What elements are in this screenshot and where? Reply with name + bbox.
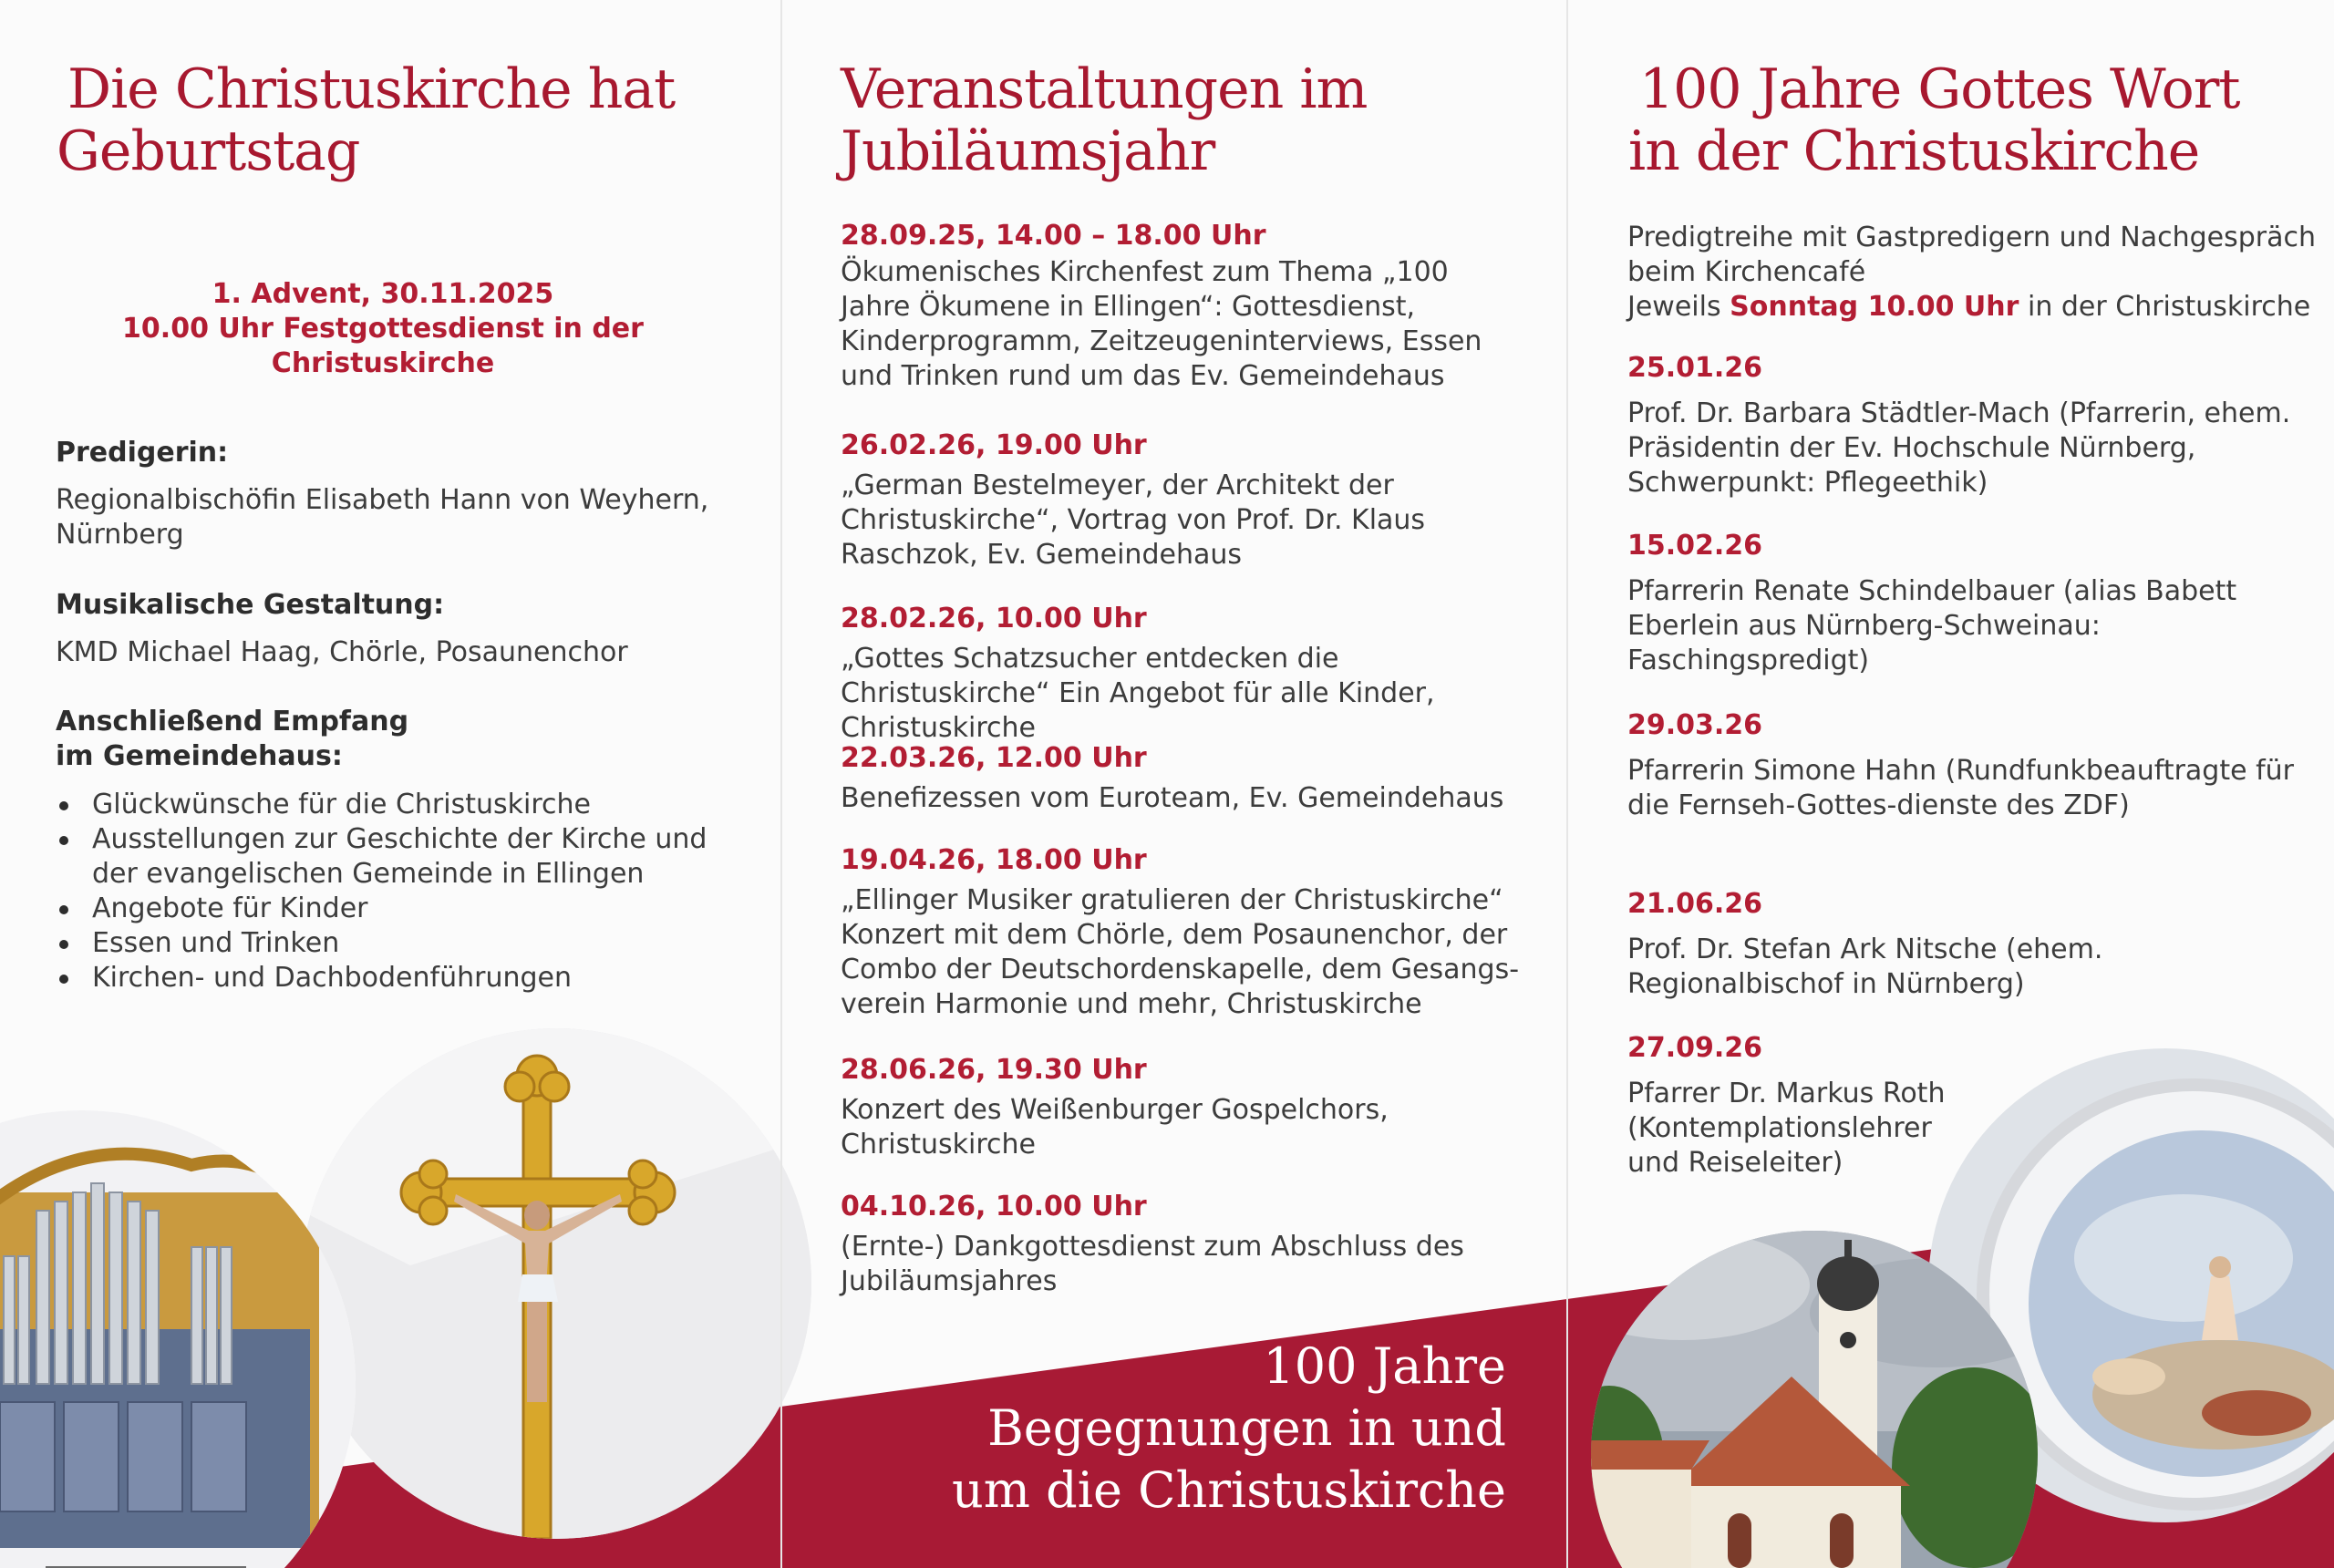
event-date: 28.02.26, 10.00 Uhr — [841, 603, 1147, 634]
intro-suffix: in der Christuskirche — [2028, 291, 2311, 323]
sermon-text: Prof. Dr. Barbara Städtler-Mach (Pfarrerin, ehem. Präsidentin der Ev. Hochschule Nürnberg, Schwerpunkt: Pflegeethik) — [1627, 397, 2291, 499]
sermon-item — [1627, 351, 2302, 500]
event-date: 26.02.26, 19.00 Uhr — [841, 429, 1147, 461]
fold-line-2 — [1566, 0, 1568, 1568]
sermon-text: Pfarrerin Simone Hahn (Rundfunkbeauftragte für die Fernseh-Gottes-dienste des ZDF) — [1627, 755, 2295, 821]
list-item: Kirchen- und Dachbodenführungen — [56, 961, 712, 995]
event-date: 22.03.26, 12.00 Uhr — [841, 742, 1147, 774]
sermon-item — [1627, 529, 2302, 678]
crucifix-illustration — [301, 1028, 811, 1539]
sermon-date: 21.06.26 — [1627, 888, 1763, 920]
right-title — [1628, 58, 2321, 182]
event-item — [841, 1053, 1524, 1162]
right-title-line-1: 100 Jahre Gottes Wort — [1639, 57, 2240, 121]
right-title-line-2: in der Christuskirche — [1628, 119, 2200, 183]
event-text: „Ellinger Musiker gratulieren der Christuskirche“ Konzert mit dem Chörle, dem Posaunenchor, der Combo der Deutschordenskapelle, dem Gesangs-verein Harmonie und mehr, Christuskirche — [841, 884, 1520, 1020]
preacher-text: Regionalbischöfin Elisabeth Hann von Weyhern, Nürnberg — [56, 484, 709, 551]
reception-label — [56, 705, 712, 774]
event-item — [841, 741, 1524, 816]
sermon-date: 27.09.26 — [1627, 1032, 1763, 1064]
event-item — [841, 219, 1524, 394]
music-text: KMD Michael Haag, Chörle, Posaunenchor — [56, 636, 628, 668]
band-title — [821, 1336, 1506, 1522]
band-title-line-2: Begegnungen in und — [987, 1399, 1506, 1457]
event-date: 04.10.26, 10.00 Uhr — [841, 1191, 1147, 1222]
sermon-item — [1627, 1031, 1974, 1181]
event-item — [841, 428, 1524, 573]
middle-title-line-2: Jubiläumsjahr — [841, 119, 1215, 183]
event-item — [841, 1190, 1524, 1299]
event-text: „Gottes Schatzsucher entdecken die Christuskirche“ Ein Angebot für alle Kinder, Christuskirche — [841, 643, 1435, 744]
event-text: Benefizessen vom Euroteam, Ev. Gemeindehaus — [841, 782, 1504, 814]
list-item: Ausstellungen zur Geschichte der Kirche und der evangelischen Gemeinde in Ellingen — [56, 822, 712, 892]
festival-date: 1. Advent, 30.11.2025 — [212, 278, 554, 310]
sermon-date: 15.02.26 — [1627, 530, 1763, 562]
preacher-label: Predigerin: — [56, 437, 229, 469]
music-label: Musikalische Gestaltung: — [56, 589, 445, 621]
sermon-item — [1627, 887, 2302, 1002]
intro-prefix: Jeweils — [1627, 291, 1721, 323]
reception-label-line-2: im Gemeindehaus: — [56, 740, 343, 772]
left-title-line-1: Die Christuskirche hat — [67, 57, 676, 121]
left-title — [57, 58, 749, 182]
event-item — [841, 843, 1524, 1022]
sermon-text: Prof. Dr. Stefan Ark Nitsche (ehem. Regionalbischof in Nürnberg) — [1627, 934, 2103, 1000]
event-date: 28.09.25, 14.00 – 18.00 Uhr — [841, 220, 1266, 252]
event-text: „German Bestelmeyer, der Architekt der Christuskirche“, Vortrag von Prof. Dr. Klaus Raschzok, Ev. Gemeindehaus — [841, 469, 1426, 571]
sermon-text: Pfarrer Dr. Markus Roth (Kontemplationslehrer und Reiseleiter) — [1627, 1078, 1946, 1179]
reception-label-line-1: Anschließend Empfang — [56, 706, 409, 738]
middle-title — [841, 58, 1552, 182]
event-text: Ökumenisches Kirchenfest zum Thema „100 Jahre Ökumene in Ellingen“: Gottesdienst, Kinderprogramm, Zeitzeugeninterviews, Essen und Trinken rund um das Ev. Gemeindehaus — [841, 256, 1482, 392]
list-item: Angebote für Kinder — [56, 892, 712, 926]
reception-list — [56, 788, 712, 995]
sermon-date: 29.03.26 — [1627, 709, 1763, 741]
intro-highlight: Sonntag 10.00 Uhr — [1730, 291, 2019, 323]
middle-title-line-1: Veranstaltungen im — [841, 57, 1368, 121]
event-date: 28.06.26, 19.30 Uhr — [841, 1054, 1147, 1086]
left-title-line-2: Geburtstag — [57, 119, 360, 183]
event-item — [841, 602, 1524, 746]
festival-location: Christuskirche — [271, 347, 495, 379]
festival-date-block — [55, 277, 711, 381]
crucifix-photo — [301, 1028, 811, 1539]
event-text: (Ernte-) Dankgottesdienst zum Abschluss des Jubiläumsjahres — [841, 1231, 1464, 1297]
list-item: Essen und Trinken — [56, 926, 712, 961]
sermon-item — [1627, 708, 2302, 823]
band-title-line-1: 100 Jahre — [1263, 1337, 1506, 1395]
event-date: 19.04.26, 18.00 Uhr — [841, 844, 1147, 876]
sermon-text: Pfarrerin Renate Schindelbauer (alias Babett Eberlein aus Nürnberg-Schweinau: Faschingspredigt) — [1627, 575, 2237, 676]
list-item: Glückwünsche für die Christuskirche — [56, 788, 712, 822]
event-text: Konzert des Weißenburger Gospelchors, Christuskirche — [841, 1094, 1389, 1161]
sermon-series-intro — [1627, 221, 2320, 325]
fold-line-1 — [780, 0, 782, 1568]
festival-service-line: 10.00 Uhr Festgottesdienst in der — [122, 313, 644, 345]
intro-text: Predigtreihe mit Gastpredigern und Nachgespräch beim Kirchencafé — [1627, 222, 2316, 288]
intro-schedule — [1627, 290, 2320, 325]
sermon-date: 25.01.26 — [1627, 352, 1763, 384]
band-title-line-3: um die Christuskirche — [952, 1461, 1506, 1519]
